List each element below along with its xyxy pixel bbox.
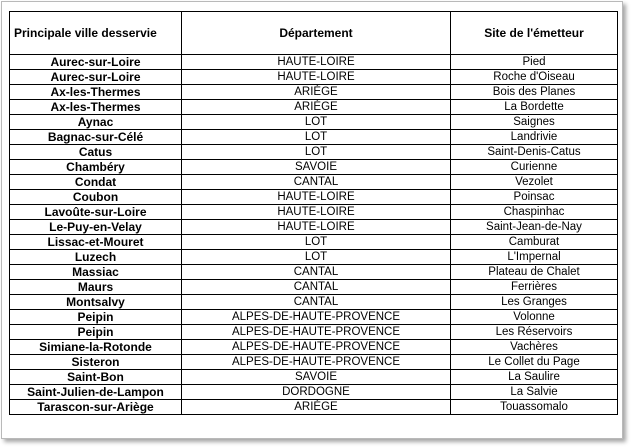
cell-site: Landrivie	[451, 130, 618, 145]
cell-department: LOT	[182, 250, 451, 265]
cell-city: Saint-Julien-de-Lampon	[10, 385, 182, 400]
cell-city: Luzech	[10, 250, 182, 265]
cell-department: SAVOIE	[182, 160, 451, 175]
cell-city: Ax-les-Thermes	[10, 85, 182, 100]
table-row	[10, 130, 618, 145]
table-row	[10, 295, 618, 310]
cell-site: Chaspinhac	[451, 205, 618, 220]
cell-department: HAUTE-LOIRE	[182, 55, 451, 70]
cell-site: Vachères	[451, 340, 618, 355]
cell-city: Saint-Bon	[10, 370, 182, 385]
cell-department: HAUTE-LOIRE	[182, 220, 451, 235]
cell-site: Ferrières	[451, 280, 618, 295]
table-row	[10, 325, 618, 340]
cell-city: Lissac-et-Mouret	[10, 235, 182, 250]
table-row	[10, 250, 618, 265]
header-site: Site de l'émetteur	[451, 12, 618, 55]
cell-city: Tarascon-sur-Ariège	[10, 400, 182, 415]
cell-site: Plateau de Chalet	[451, 265, 618, 280]
cell-site: Les Granges	[451, 295, 618, 310]
table-row	[10, 175, 618, 190]
header-city: Principale ville desservie	[10, 12, 182, 55]
cell-department: ARIÈGE	[182, 85, 451, 100]
transmitter-table	[9, 11, 618, 415]
cell-city: Chambéry	[10, 160, 182, 175]
cell-city: Catus	[10, 145, 182, 160]
cell-city: Lavoûte-sur-Loire	[10, 205, 182, 220]
cell-department: HAUTE-LOIRE	[182, 205, 451, 220]
cell-city: Le-Puy-en-Velay	[10, 220, 182, 235]
cell-department: ARIÈGE	[182, 100, 451, 115]
cell-department: CANTAL	[182, 265, 451, 280]
cell-department: HAUTE-LOIRE	[182, 190, 451, 205]
table-row	[10, 55, 618, 70]
cell-department: DORDOGNE	[182, 385, 451, 400]
cell-site: Vezolet	[451, 175, 618, 190]
cell-department: CANTAL	[182, 295, 451, 310]
table-row	[10, 85, 618, 100]
cell-department: ARIÈGE	[182, 400, 451, 415]
cell-city: Aurec-sur-Loire	[10, 55, 182, 70]
table-row	[10, 190, 618, 205]
table-row	[10, 310, 618, 325]
cell-department: SAVOIE	[182, 370, 451, 385]
table-row	[10, 235, 618, 250]
cell-site: Bois des Planes	[451, 85, 618, 100]
table-row	[10, 340, 618, 355]
cell-department: LOT	[182, 115, 451, 130]
cell-site: Poinsac	[451, 190, 618, 205]
cell-city: Massiac	[10, 265, 182, 280]
cell-site: Les Réservoirs	[451, 325, 618, 340]
table-row	[10, 145, 618, 160]
cell-city: Maurs	[10, 280, 182, 295]
cell-department: CANTAL	[182, 175, 451, 190]
cell-department: HAUTE-LOIRE	[182, 70, 451, 85]
cell-department: LOT	[182, 145, 451, 160]
table-body	[10, 55, 618, 415]
cell-department: LOT	[182, 235, 451, 250]
cell-site: Roche d'Oiseau	[451, 70, 618, 85]
cell-site: La Bordette	[451, 100, 618, 115]
cell-site: Saint-Denis-Catus	[451, 145, 618, 160]
cell-site: La Saulire	[451, 370, 618, 385]
table-row	[10, 370, 618, 385]
table-row	[10, 355, 618, 370]
cell-department: CANTAL	[182, 280, 451, 295]
cell-department: ALPES-DE-HAUTE-PROVENCE	[182, 310, 451, 325]
cell-city: Coubon	[10, 190, 182, 205]
cell-city: Peipin	[10, 310, 182, 325]
table-row	[10, 160, 618, 175]
cell-city: Condat	[10, 175, 182, 190]
cell-department: ALPES-DE-HAUTE-PROVENCE	[182, 325, 451, 340]
table-row	[10, 100, 618, 115]
document-frame	[1, 1, 623, 439]
table-row	[10, 70, 618, 85]
cell-site: Pied	[451, 55, 618, 70]
cell-department: ALPES-DE-HAUTE-PROVENCE	[182, 355, 451, 370]
table-row	[10, 400, 618, 415]
table-row	[10, 205, 618, 220]
cell-site: Saint-Jean-de-Nay	[451, 220, 618, 235]
cell-city: Aynac	[10, 115, 182, 130]
cell-city: Simiane-la-Rotonde	[10, 340, 182, 355]
cell-city: Peipin	[10, 325, 182, 340]
cell-city: Montsalvy	[10, 295, 182, 310]
cell-department: LOT	[182, 130, 451, 145]
header-department: Département	[182, 12, 451, 55]
cell-site: Volonne	[451, 310, 618, 325]
cell-site: Saignes	[451, 115, 618, 130]
cell-site: Touassomalo	[451, 400, 618, 415]
table-row	[10, 115, 618, 130]
cell-site: Le Collet du Page	[451, 355, 618, 370]
cell-department: ALPES-DE-HAUTE-PROVENCE	[182, 340, 451, 355]
cell-city: Aurec-sur-Loire	[10, 70, 182, 85]
table-row	[10, 265, 618, 280]
cell-city: Sisteron	[10, 355, 182, 370]
table-row	[10, 220, 618, 235]
cell-city: Bagnac-sur-Célé	[10, 130, 182, 145]
table-row	[10, 280, 618, 295]
cell-site: L'Impernal	[451, 250, 618, 265]
header-row	[10, 12, 618, 55]
cell-city: Ax-les-Thermes	[10, 100, 182, 115]
cell-site: Curienne	[451, 160, 618, 175]
cell-site: La Salvie	[451, 385, 618, 400]
cell-site: Camburat	[451, 235, 618, 250]
table-row	[10, 385, 618, 400]
